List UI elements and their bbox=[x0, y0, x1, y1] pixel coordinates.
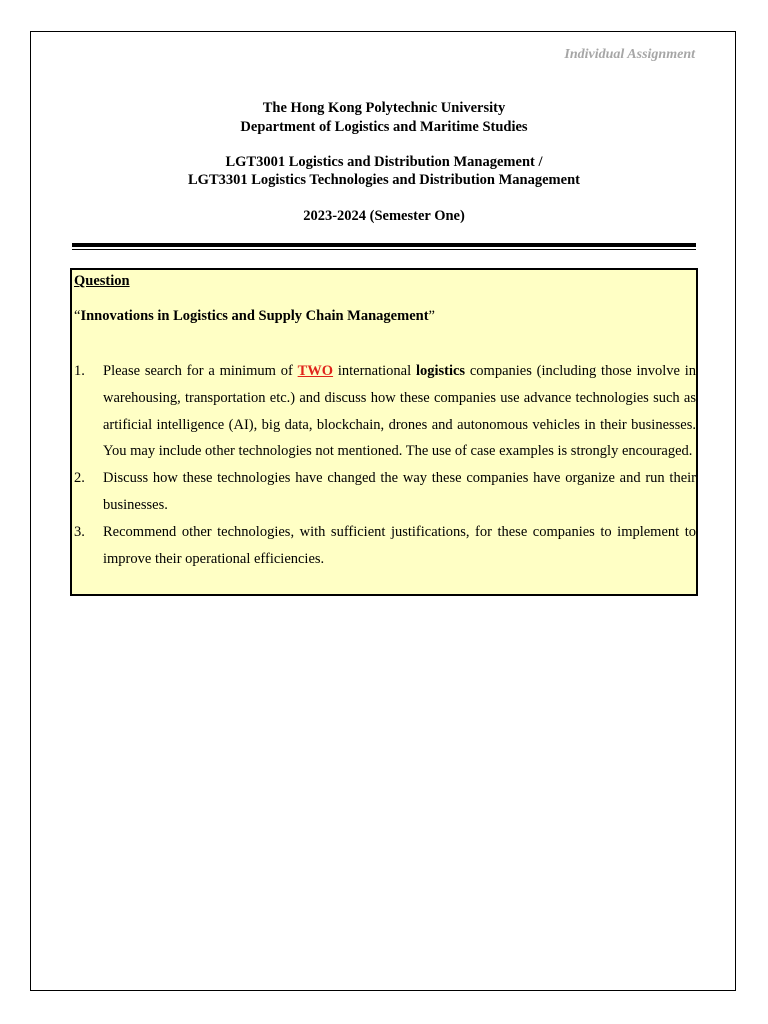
department-name: Department of Logistics and Maritime Studies bbox=[240, 119, 528, 135]
divider-thin bbox=[72, 249, 696, 250]
list-item-number: 2. bbox=[74, 470, 85, 487]
list-item bbox=[74, 358, 696, 465]
theme-open-quote: “ bbox=[74, 308, 81, 324]
bold-logistics: logistics bbox=[415, 363, 466, 379]
question-theme bbox=[74, 308, 435, 325]
assignment-type-label: Individual Assignment bbox=[564, 47, 695, 62]
list-item bbox=[74, 465, 696, 519]
divider-thick bbox=[72, 243, 696, 247]
item-text: companies (including those involve in warehousing, transportation etc.) and discuss how these companies use advance technologies such as artificial intelligence (AI), big data, blockchain, drones and autonomous vehicles in their businesses. You may include other technologies not mentioned. The use of case examples is strongly encouraged. bbox=[103, 363, 697, 460]
university-name: The Hong Kong Polytechnic University bbox=[262, 100, 506, 116]
item-text: international bbox=[333, 363, 416, 379]
term-label: 2023-2024 (Semester One) bbox=[303, 208, 465, 224]
item-text: Recommend other technologies, with sufficient justifications, for these companies to implement to improve their operational efficiencies. bbox=[103, 523, 696, 567]
item-text: Discuss how these technologies have changed the way these companies have organize and run their businesses. bbox=[103, 470, 696, 513]
list-item-number: 1. bbox=[74, 363, 85, 379]
question-heading: Question bbox=[74, 273, 130, 289]
theme-close-quote: ” bbox=[428, 308, 435, 324]
course-title-2: LGT3301 Logistics Technologies and Distribution Management bbox=[188, 172, 580, 188]
list-item bbox=[74, 519, 696, 573]
list-item-number: 3. bbox=[74, 523, 85, 540]
question-list bbox=[74, 358, 696, 572]
item-text: Please search for a minimum of bbox=[103, 363, 298, 379]
emphasis-two: TWO bbox=[297, 363, 334, 379]
course-title-1: LGT3001 Logistics and Distribution Management / bbox=[225, 154, 543, 170]
question-box bbox=[70, 268, 698, 596]
theme-title: Innovations in Logistics and Supply Chain Management bbox=[80, 308, 429, 324]
